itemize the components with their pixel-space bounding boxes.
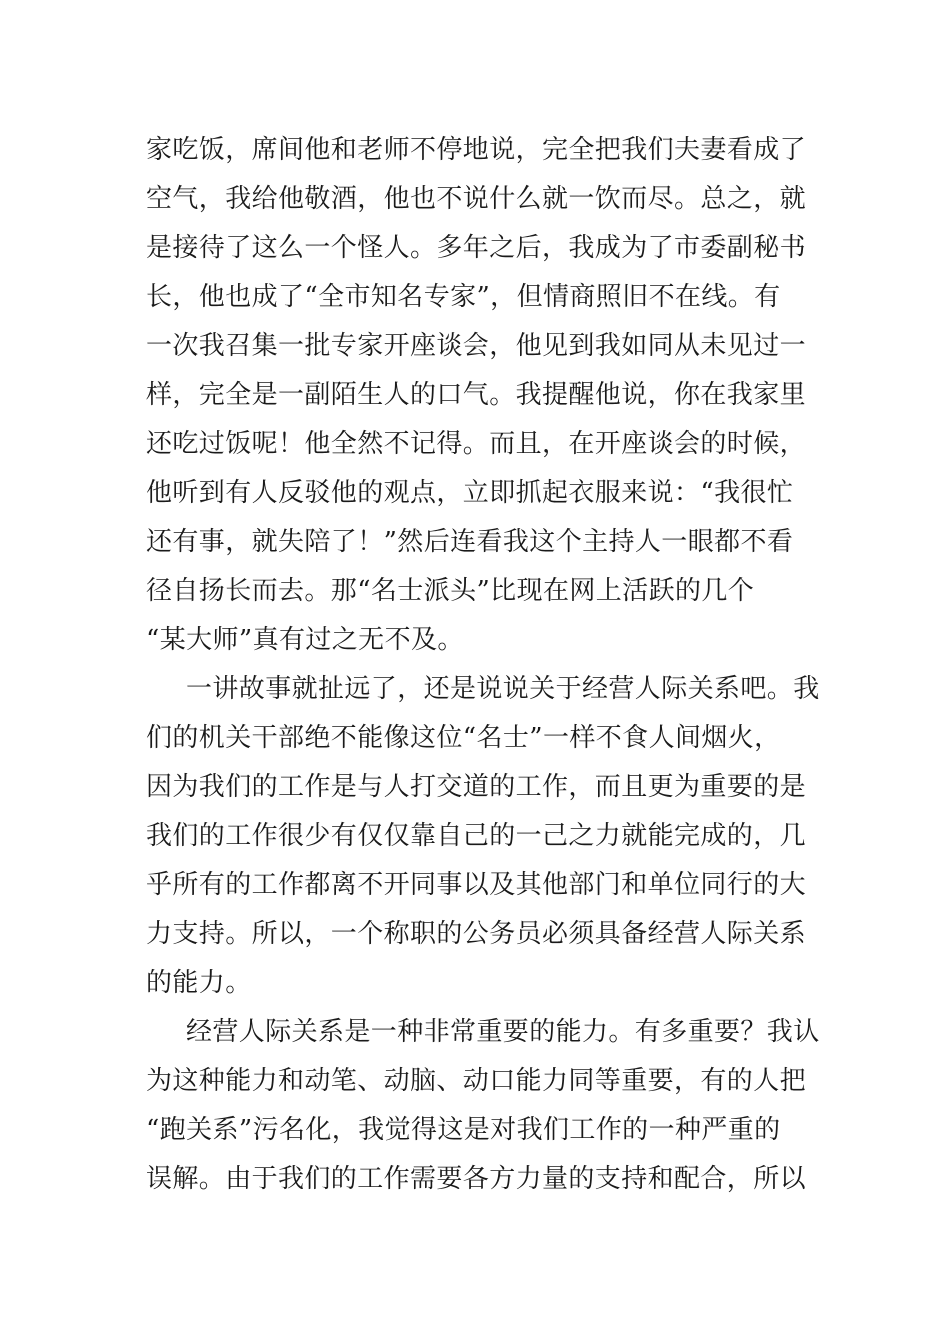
text-line: 因为我们的工作是与人打交道的工作，而且更为重要的是 [146,772,807,802]
text-line: 长，他也成了“全市知名专家”，但情商照旧不在线。有 [146,282,781,312]
body-text [146,126,820,1204]
text-line: 是接待了这么一个怪人。多年之后，我成为了市委副秘书 [146,233,807,263]
text-line: 误解。由于我们的工作需要各方力量的支持和配合，所以 [146,1164,807,1194]
text-line: 们的机关干部绝不能像这位“名士”一样不食人间烟火， [146,723,781,753]
text-line: 为这种能力和动笔、动脑、动口能力同等重要，有的人把 [146,1066,807,1096]
text-line: 他听到有人反驳他的观点，立即抓起衣服来说：“我很忙 [146,478,794,508]
text-line: “某大师”真有过之无不及。 [146,625,464,655]
text-line: 还有事，就失陪了！”然后连看我这个主持人一眼都不看 [146,527,794,557]
text-line: 力支持。所以，一个称职的公务员必须具备经营人际关系 [146,919,807,949]
text-line: 空气，我给他敬酒，他也不说什么就一饮而尽。总之，就 [146,184,807,214]
text-line: 样，完全是一副陌生人的口气。我提醒他说，你在我家里 [146,380,807,410]
paragraph-3 [146,1008,820,1204]
paragraph-1 [146,126,810,665]
text-line: 的能力。 [146,968,252,998]
paragraph-2 [146,665,820,1008]
text-line: 径自扬长而去。那“名士派头”比现在网上活跃的几个 [146,576,755,606]
text-line: 还吃过饭呢！他全然不记得。而且，在开座谈会的时候， [146,429,807,459]
text-line: 一次我召集一批专家开座谈会，他见到我如同从未见过一 [146,331,807,361]
text-line: 经营人际关系是一种非常重要的能力。有多重要？我认 [186,1017,820,1047]
text-line: 家吃饭，席间他和老师不停地说，完全把我们夫妻看成了 [146,135,807,165]
text-line: 一讲故事就扯远了，还是说说关于经营人际关系吧。我 [186,674,820,704]
text-line: 乎所有的工作都离不开同事以及其他部门和单位同行的大 [146,870,807,900]
text-line: “跑关系”污名化，我觉得这是对我们工作的一种严重的 [146,1115,781,1145]
text-line: 我们的工作很少有仅仅靠自己的一己之力就能完成的，几 [146,821,807,851]
